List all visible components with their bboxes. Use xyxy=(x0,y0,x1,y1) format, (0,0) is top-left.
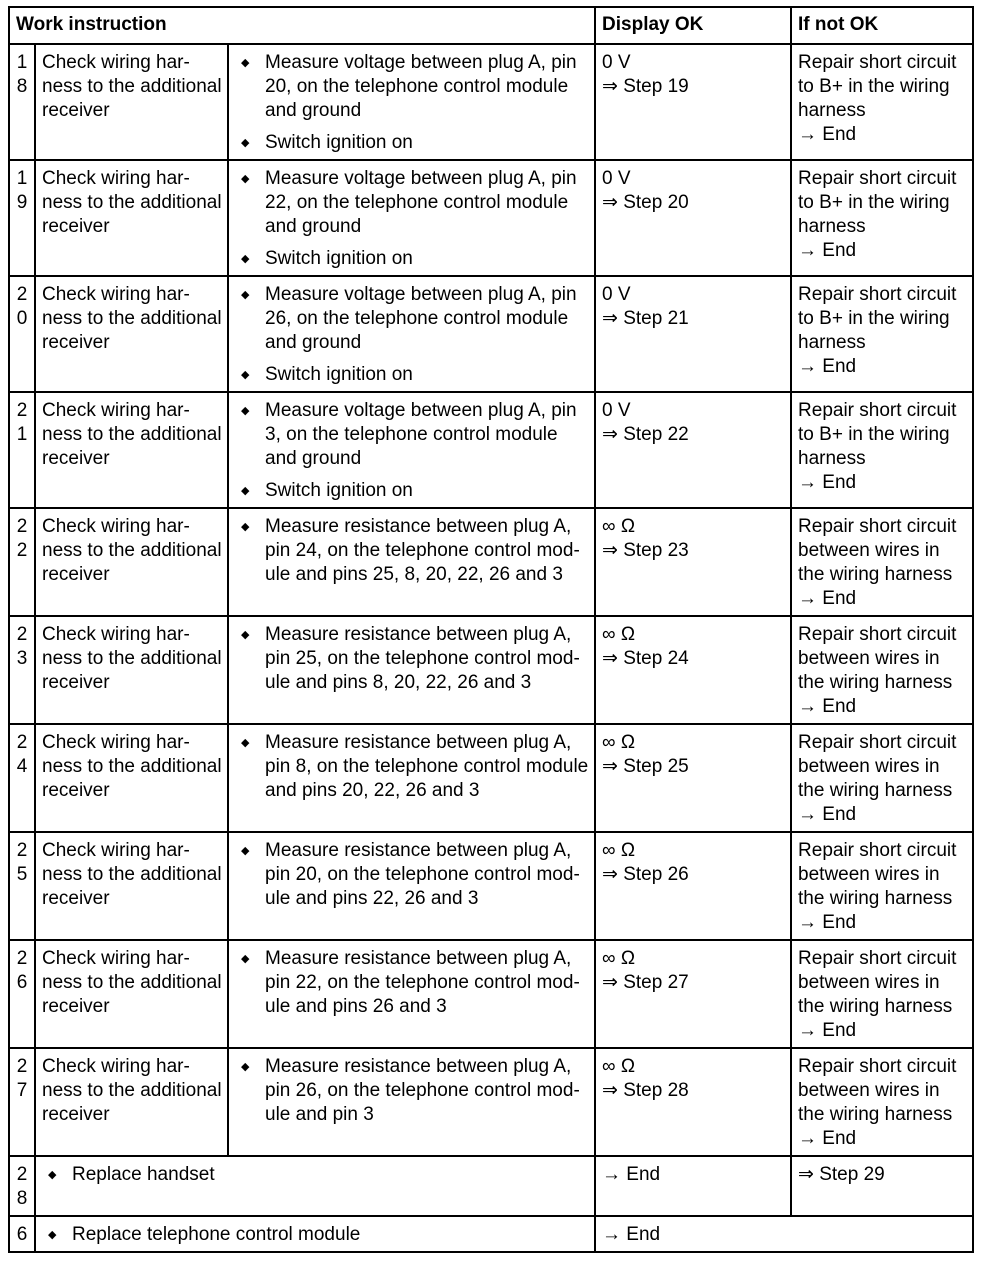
check-line: ness to the additional xyxy=(42,76,222,97)
check-line: receiver xyxy=(42,448,110,469)
step-number-digit: 0 xyxy=(16,308,28,329)
check-line: Check wiring har- xyxy=(42,840,190,861)
step-number xyxy=(9,508,35,616)
measure-line: pin 22, on the telephone control mod- xyxy=(265,972,580,993)
table-header-row xyxy=(9,7,973,44)
header-display-ok: Display OK xyxy=(595,7,791,44)
not-ok-line: the wiring harness xyxy=(798,564,953,585)
measure-bullet xyxy=(235,283,588,355)
table-row xyxy=(9,832,973,940)
measure-line: pin 24, on the telephone control mod- xyxy=(265,540,580,561)
display-ok-cell: → End xyxy=(595,1156,791,1216)
step-number xyxy=(9,160,35,276)
not-ok-line: to B+ in the wiring xyxy=(798,424,950,445)
display-ok-line: ⇒ Step 23 xyxy=(602,540,689,561)
step-number xyxy=(9,1156,35,1216)
check-line: ness to the additional xyxy=(42,1080,222,1101)
step-number-digit: 2 xyxy=(16,400,28,421)
check-cell xyxy=(35,392,228,508)
display-ok-cell: → End xyxy=(595,1216,973,1252)
measure-line: ◆ Measure resistance between plug A, xyxy=(265,840,572,861)
table-row xyxy=(9,508,973,616)
measure-bullet xyxy=(235,167,588,239)
check-line: ness to the additional xyxy=(42,864,222,885)
action-cell xyxy=(228,44,595,160)
measure-bullet xyxy=(235,399,588,471)
check-line: ness to the additional xyxy=(42,540,222,561)
measure-line: ule and pins 22, 26 and 3 xyxy=(265,888,479,909)
measure-line: and pins 20, 22, 26 and 3 xyxy=(265,780,480,801)
display-ok-cell xyxy=(595,940,791,1048)
measure-bullet xyxy=(235,839,588,911)
measure-bullet xyxy=(235,947,588,1019)
not-ok-line: between wires in xyxy=(798,1080,940,1101)
check-line: Check wiring har- xyxy=(42,624,190,645)
not-ok-line: → End xyxy=(798,1128,857,1149)
step-number-digit: 2 xyxy=(16,540,28,561)
not-ok-line: → End xyxy=(798,912,857,933)
table-row xyxy=(9,44,973,160)
display-ok-line: ∞ Ω xyxy=(602,516,636,537)
step-number-digit: 2 xyxy=(16,516,28,537)
display-ok-line: ⇒ Step 22 xyxy=(602,424,689,445)
measure-line: ule and pin 3 xyxy=(265,1104,374,1125)
not-ok-cell xyxy=(791,724,973,832)
step-number-digit: 8 xyxy=(16,1188,28,1209)
not-ok-line: Repair short circuit xyxy=(798,732,957,753)
step-number xyxy=(9,616,35,724)
measure-line: ule and pins 26 and 3 xyxy=(265,996,447,1017)
check-line: receiver xyxy=(42,780,110,801)
measure-line: pin 8, on the telephone control module xyxy=(265,756,589,777)
not-ok-line: between wires in xyxy=(798,648,940,669)
check-cell xyxy=(35,616,228,724)
measure-bullet xyxy=(235,1055,588,1127)
check-line: receiver xyxy=(42,672,110,693)
not-ok-line: harness xyxy=(798,100,866,121)
check-line: receiver xyxy=(42,216,110,237)
not-ok-cell xyxy=(791,392,973,508)
display-ok-line: ⇒ Step 19 xyxy=(602,76,689,97)
measure-bullet xyxy=(235,51,588,123)
measure-line: ◆ Measure voltage between plug A, pin xyxy=(265,52,577,73)
display-ok-line: ⇒ Step 25 xyxy=(602,756,689,777)
measure-line: ◆ Measure resistance between plug A, xyxy=(265,624,572,645)
not-ok-line: Repair short circuit xyxy=(798,516,957,537)
not-ok-line: the wiring harness xyxy=(798,672,953,693)
step-number-digit: 2 xyxy=(16,624,28,645)
step-number-digit: 6 xyxy=(16,972,28,993)
not-ok-line: between wires in xyxy=(798,540,940,561)
not-ok-cell: ⇒ Step 29 xyxy=(791,1156,973,1216)
measure-line: ◆ Measure resistance between plug A, xyxy=(265,732,572,753)
measure-line: and ground xyxy=(265,216,362,237)
step-number-digit: 1 xyxy=(16,168,28,189)
check-line: receiver xyxy=(42,1104,110,1125)
display-ok-line: ⇒ Step 26 xyxy=(602,864,689,885)
not-ok-cell xyxy=(791,616,973,724)
not-ok-line: Repair short circuit xyxy=(798,840,957,861)
measure-line: and ground xyxy=(265,100,362,121)
check-cell xyxy=(35,160,228,276)
step-number-digit: 6 xyxy=(16,1224,28,1245)
header-if-not-ok: If not OK xyxy=(791,7,973,44)
display-ok-cell xyxy=(595,724,791,832)
measure-line: 3, on the telephone control module xyxy=(265,424,558,445)
step-number-digit: 2 xyxy=(16,1056,28,1077)
measure-bullet xyxy=(235,515,588,587)
display-ok-cell xyxy=(595,1048,791,1156)
measure-line: pin 20, on the telephone control mod- xyxy=(265,864,580,885)
ignition-bullet: ◆ Switch ignition on xyxy=(235,363,588,387)
step-number xyxy=(9,1048,35,1156)
display-ok-cell xyxy=(595,160,791,276)
check-line: Check wiring har- xyxy=(42,948,190,969)
action-cell xyxy=(228,392,595,508)
check-line: Check wiring har- xyxy=(42,732,190,753)
check-line: Check wiring har- xyxy=(42,1056,190,1077)
step-number-digit: 2 xyxy=(16,732,28,753)
action-cell xyxy=(228,724,595,832)
display-ok-cell xyxy=(595,508,791,616)
table-row xyxy=(9,392,973,508)
not-ok-line: the wiring harness xyxy=(798,996,953,1017)
display-ok-cell xyxy=(595,44,791,160)
replace-handset-bullet: ◆ Replace handset xyxy=(42,1163,588,1187)
not-ok-cell xyxy=(791,940,973,1048)
measure-line: and ground xyxy=(265,448,362,469)
not-ok-line: → End xyxy=(798,804,857,825)
display-ok-cell xyxy=(595,832,791,940)
measure-bullet xyxy=(235,623,588,695)
not-ok-line: → End xyxy=(798,240,857,261)
display-ok-line: 0 V xyxy=(602,400,631,421)
check-cell xyxy=(35,1048,228,1156)
ignition-bullet: ◆ Switch ignition on xyxy=(235,131,588,155)
step-number-digit: 2 xyxy=(16,948,28,969)
not-ok-line: Repair short circuit xyxy=(798,52,957,73)
not-ok-line: → End xyxy=(798,696,857,717)
measure-line: ◆ Measure resistance between plug A, xyxy=(265,948,572,969)
action-cell xyxy=(228,616,595,724)
step-number-digit: 1 xyxy=(16,424,28,445)
measure-line: ule and pins 25, 8, 20, 22, 26 and 3 xyxy=(265,564,563,585)
step-number xyxy=(9,276,35,392)
check-line: Check wiring har- xyxy=(42,400,190,421)
check-cell xyxy=(35,832,228,940)
not-ok-cell xyxy=(791,276,973,392)
not-ok-line: to B+ in the wiring xyxy=(798,308,950,329)
ignition-bullet: ◆ Switch ignition on xyxy=(235,479,588,503)
check-line: Check wiring har- xyxy=(42,516,190,537)
action-cell xyxy=(228,276,595,392)
table-row xyxy=(9,724,973,832)
display-ok-cell xyxy=(595,392,791,508)
not-ok-line: between wires in xyxy=(798,972,940,993)
measure-line: and ground xyxy=(265,332,362,353)
not-ok-line: between wires in xyxy=(798,864,940,885)
action-cell xyxy=(35,1216,595,1252)
not-ok-line: → End xyxy=(798,124,857,145)
step-number-digit: 2 xyxy=(16,1164,28,1185)
check-line: ness to the additional xyxy=(42,648,222,669)
table-row xyxy=(9,160,973,276)
check-line: receiver xyxy=(42,996,110,1017)
action-cell xyxy=(35,1156,595,1216)
check-line: ness to the additional xyxy=(42,192,222,213)
check-line: Check wiring har- xyxy=(42,52,190,73)
check-line: Check wiring har- xyxy=(42,168,190,189)
not-ok-line: between wires in xyxy=(798,756,940,777)
display-ok-line: ⇒ Step 27 xyxy=(602,972,689,993)
table-row xyxy=(9,1048,973,1156)
action-cell xyxy=(228,832,595,940)
table-row xyxy=(9,276,973,392)
not-ok-line: harness xyxy=(798,216,866,237)
step-number-digit: 3 xyxy=(16,648,28,669)
display-ok-line: ∞ Ω xyxy=(602,1056,636,1077)
action-cell xyxy=(228,508,595,616)
not-ok-line: → End xyxy=(798,588,857,609)
measure-line: ◆ Measure resistance between plug A, xyxy=(265,1056,572,1077)
display-ok-line: ⇒ Step 24 xyxy=(602,648,689,669)
not-ok-line: Repair short circuit xyxy=(798,168,957,189)
step-number-digit: 2 xyxy=(16,284,28,305)
display-ok-line: ⇒ Step 28 xyxy=(602,1080,689,1101)
not-ok-line: Repair short circuit xyxy=(798,284,957,305)
replace-module-bullet: ◆ Replace telephone control module xyxy=(42,1223,588,1247)
not-ok-line: Repair short circuit xyxy=(798,400,957,421)
not-ok-cell xyxy=(791,160,973,276)
check-line: ness to the additional xyxy=(42,424,222,445)
display-ok-line: ⇒ Step 21 xyxy=(602,308,689,329)
measure-line: ◆ Measure resistance between plug A, xyxy=(265,516,572,537)
step-number xyxy=(9,724,35,832)
measure-line: pin 26, on the telephone control mod- xyxy=(265,1080,580,1101)
not-ok-line: Repair short circuit xyxy=(798,948,957,969)
step-number xyxy=(9,44,35,160)
step-number-digit: 8 xyxy=(16,76,28,97)
work-instruction-table xyxy=(8,6,974,1253)
table-row xyxy=(9,940,973,1048)
display-ok-line: ⇒ Step 20 xyxy=(602,192,689,213)
step-number-digit: 2 xyxy=(16,840,28,861)
check-cell xyxy=(35,940,228,1048)
check-line: ness to the additional xyxy=(42,308,222,329)
display-ok-line: ∞ Ω xyxy=(602,732,636,753)
not-ok-line: the wiring harness xyxy=(798,1104,953,1125)
step-number-digit: 4 xyxy=(16,756,28,777)
display-ok-line: 0 V xyxy=(602,52,631,73)
check-line: receiver xyxy=(42,332,110,353)
measure-line: 26, on the telephone control module xyxy=(265,308,569,329)
check-cell xyxy=(35,724,228,832)
not-ok-line: Repair short circuit xyxy=(798,1056,957,1077)
not-ok-cell xyxy=(791,508,973,616)
display-ok-line: ∞ Ω xyxy=(602,840,636,861)
table-row-step-28 xyxy=(9,1156,973,1216)
not-ok-line: harness xyxy=(798,448,866,469)
display-ok-line: ∞ Ω xyxy=(602,948,636,969)
measure-line: 22, on the telephone control module xyxy=(265,192,569,213)
check-line: ness to the additional xyxy=(42,756,222,777)
not-ok-line: → End xyxy=(798,472,857,493)
not-ok-line: → End xyxy=(798,1020,857,1041)
measure-line: ◆ Measure voltage between plug A, pin xyxy=(265,168,577,189)
step-number-digit: 9 xyxy=(16,192,28,213)
display-ok-cell xyxy=(595,276,791,392)
ignition-bullet: ◆ Switch ignition on xyxy=(235,247,588,271)
display-ok-line: 0 V xyxy=(602,284,631,305)
action-cell xyxy=(228,160,595,276)
step-number xyxy=(9,392,35,508)
not-ok-line: the wiring harness xyxy=(798,888,953,909)
not-ok-line: to B+ in the wiring xyxy=(798,192,950,213)
check-line: ness to the additional xyxy=(42,972,222,993)
not-ok-cell xyxy=(791,44,973,160)
check-line: receiver xyxy=(42,100,110,121)
header-work-instruction: Work instruction xyxy=(9,7,595,44)
measure-line: ule and pins 8, 20, 22, 26 and 3 xyxy=(265,672,532,693)
not-ok-cell xyxy=(791,832,973,940)
not-ok-line: Repair short circuit xyxy=(798,624,957,645)
not-ok-line: to B+ in the wiring xyxy=(798,76,950,97)
measure-line: 20, on the telephone control module xyxy=(265,76,569,97)
check-line: receiver xyxy=(42,888,110,909)
step-number-digit: 7 xyxy=(16,1080,28,1101)
table-row-step-6 xyxy=(9,1216,973,1252)
measure-line: pin 25, on the telephone control mod- xyxy=(265,648,580,669)
action-cell xyxy=(228,940,595,1048)
display-ok-cell xyxy=(595,616,791,724)
not-ok-line: harness xyxy=(798,332,866,353)
step-number xyxy=(9,1216,35,1252)
measure-bullet xyxy=(235,731,588,803)
check-cell xyxy=(35,44,228,160)
not-ok-cell xyxy=(791,1048,973,1156)
not-ok-line: → End xyxy=(798,356,857,377)
measure-line: ◆ Measure voltage between plug A, pin xyxy=(265,400,577,421)
display-ok-line: 0 V xyxy=(602,168,631,189)
check-line: Check wiring har- xyxy=(42,284,190,305)
check-cell xyxy=(35,508,228,616)
check-line: receiver xyxy=(42,564,110,585)
table-row xyxy=(9,616,973,724)
step-number xyxy=(9,940,35,1048)
check-cell xyxy=(35,276,228,392)
display-ok-line: ∞ Ω xyxy=(602,624,636,645)
measure-line: ◆ Measure voltage between plug A, pin xyxy=(265,284,577,305)
step-number-digit: 1 xyxy=(16,52,28,73)
action-cell xyxy=(228,1048,595,1156)
step-number-digit: 5 xyxy=(16,864,28,885)
step-number xyxy=(9,832,35,940)
not-ok-line: the wiring harness xyxy=(798,780,953,801)
